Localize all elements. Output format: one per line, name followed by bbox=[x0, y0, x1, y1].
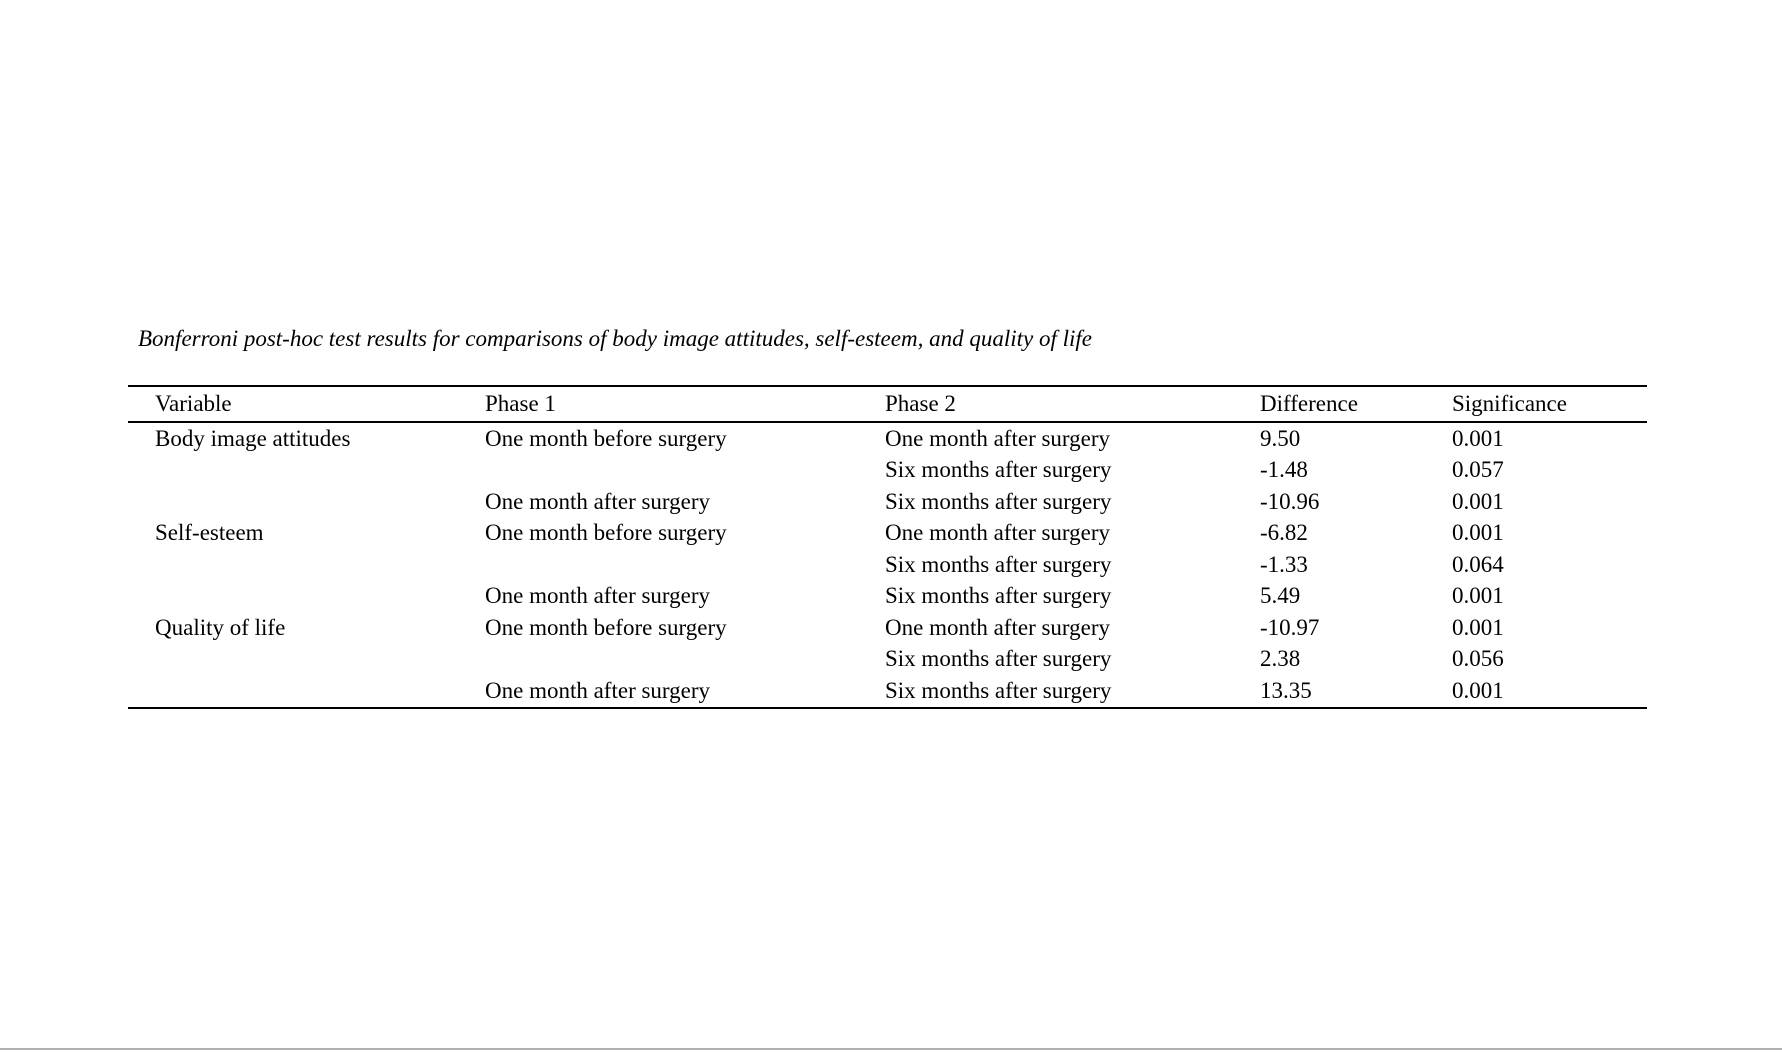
cell-difference: 2.38 bbox=[1260, 646, 1301, 672]
col-header-phase2: Phase 2 bbox=[885, 386, 1260, 422]
table-row bbox=[128, 549, 1647, 581]
table-row bbox=[128, 644, 1647, 676]
cell-significance: 0.056 bbox=[1452, 646, 1504, 672]
screenshot-bottom-divider bbox=[0, 1048, 1782, 1050]
cell-phase1: One month after surgery bbox=[485, 583, 711, 609]
col-header-significance: Significance bbox=[1452, 386, 1647, 422]
cell-difference: -1.48 bbox=[1260, 457, 1308, 483]
cell-difference: -6.82 bbox=[1260, 520, 1308, 546]
cell-phase2: One month after surgery bbox=[885, 520, 1111, 546]
cell-variable bbox=[128, 549, 485, 581]
cell-significance: 0.064 bbox=[1452, 551, 1504, 577]
cell-difference: 5.49 bbox=[1260, 583, 1301, 609]
results-table bbox=[128, 385, 1647, 709]
col-header-phase1: Phase 1 bbox=[485, 386, 885, 422]
cell-phase2: One month after surgery bbox=[885, 425, 1111, 451]
cell-phase1: One month before surgery bbox=[485, 425, 727, 451]
cell-variable bbox=[128, 644, 485, 676]
cell-phase2: Six months after surgery bbox=[885, 646, 1112, 672]
cell-variable: Quality of life bbox=[155, 614, 286, 640]
cell-variable: Self-esteem bbox=[155, 520, 264, 546]
table-row bbox=[128, 486, 1647, 518]
cell-significance: 0.001 bbox=[1452, 520, 1504, 546]
cell-phase2: Six months after surgery bbox=[885, 457, 1112, 483]
table-row bbox=[128, 581, 1647, 613]
cell-variable: Body image attitudes bbox=[155, 425, 351, 451]
cell-phase2: Six months after surgery bbox=[885, 677, 1112, 703]
cell-variable bbox=[128, 581, 485, 613]
cell-phase1 bbox=[485, 455, 885, 487]
results-table-body bbox=[128, 422, 1647, 708]
cell-phase1 bbox=[485, 549, 885, 581]
cell-phase1: One month after surgery bbox=[485, 677, 711, 703]
cell-phase2: Six months after surgery bbox=[885, 583, 1112, 609]
cell-variable bbox=[128, 455, 485, 487]
cell-phase2: Six months after surgery bbox=[885, 488, 1112, 514]
table-row bbox=[128, 612, 1647, 644]
cell-difference: -1.33 bbox=[1260, 551, 1308, 577]
table-row bbox=[128, 675, 1647, 708]
cell-significance: 0.001 bbox=[1452, 614, 1504, 640]
cell-variable bbox=[128, 486, 485, 518]
cell-significance: 0.057 bbox=[1452, 457, 1504, 483]
cell-phase1: One month before surgery bbox=[485, 520, 727, 546]
cell-phase1 bbox=[485, 644, 885, 676]
results-table-container bbox=[128, 385, 1647, 709]
cell-difference: -10.96 bbox=[1260, 488, 1320, 514]
cell-phase1: One month after surgery bbox=[485, 488, 711, 514]
cell-difference: -10.97 bbox=[1260, 614, 1320, 640]
header-row bbox=[128, 386, 1647, 422]
table-caption: Bonferroni post-hoc test results for comparisons of body image attitudes, self-esteem, and quality of life bbox=[138, 326, 1092, 351]
table-row bbox=[128, 518, 1647, 550]
cell-variable bbox=[128, 675, 485, 708]
cell-phase1: One month before surgery bbox=[485, 614, 727, 640]
table-header bbox=[128, 386, 1647, 422]
cell-significance: 0.001 bbox=[1452, 677, 1504, 703]
cell-significance: 0.001 bbox=[1452, 583, 1504, 609]
cell-phase2: One month after surgery bbox=[885, 614, 1111, 640]
cell-phase2: Six months after surgery bbox=[885, 551, 1112, 577]
table-row bbox=[128, 455, 1647, 487]
table-row bbox=[128, 422, 1647, 455]
col-header-variable: Variable bbox=[128, 386, 485, 422]
cell-difference: 9.50 bbox=[1260, 425, 1301, 451]
cell-significance: 0.001 bbox=[1452, 488, 1504, 514]
col-header-difference: Difference bbox=[1260, 386, 1452, 422]
cell-significance: 0.001 bbox=[1452, 425, 1504, 451]
cell-difference: 13.35 bbox=[1260, 677, 1312, 703]
